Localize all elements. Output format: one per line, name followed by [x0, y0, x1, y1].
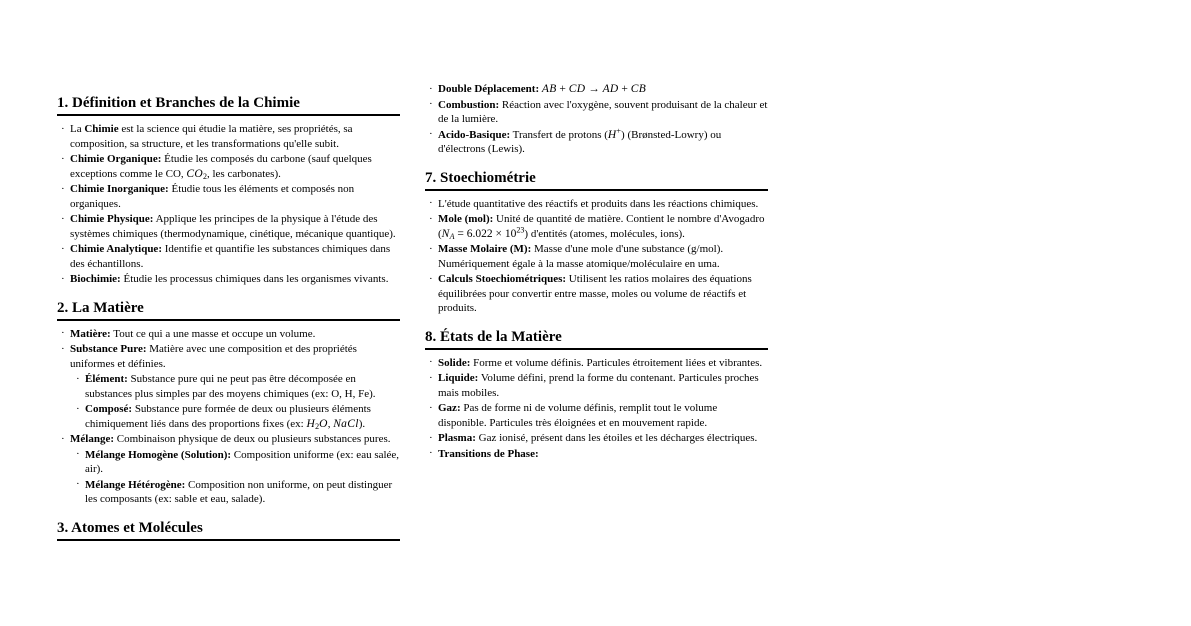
bullet-list [57, 122, 400, 287]
text-run: Pas de forme ni de volume définis, remplit tout le volume disponible. Particules très éloignées et en mouvement rapide. [438, 402, 718, 429]
math-roman-run: + [618, 83, 631, 95]
text-run: Unité de quantité de matière. Contient le nombre d'Avogadro ( [438, 213, 765, 240]
bullet-marker: · [61, 182, 65, 195]
math-italic-run: H [306, 417, 316, 430]
list-item [57, 432, 400, 447]
math-superscript: + [616, 126, 622, 135]
text-run: Substance pure formée de deux ou plusieurs éléments chimiquement liés dans des proportions fixes (ex: [85, 403, 371, 430]
bullet-marker: · [429, 197, 433, 209]
section-heading: 1. Définition et Branches de la Chimie [57, 95, 400, 116]
math-italic-run: N [441, 227, 450, 240]
math-subscript: 2 [202, 171, 207, 181]
bullet-list [425, 197, 768, 316]
bullet-marker: · [429, 447, 433, 459]
text-run: ). [358, 417, 366, 430]
text-run: ) (Brønsted-Lowry) ou d'électrons (Lewis). [438, 128, 722, 155]
bullet-marker: · [429, 212, 433, 225]
text-run: Gaz ionisé, présent dans les étoiles et les décharges électriques. [475, 432, 758, 444]
term-bold: Biochimie: [70, 273, 121, 285]
term-bold: Chimie Organique: [70, 153, 162, 165]
term-bold: Chimie Physique: [70, 213, 154, 225]
bullet-marker: · [61, 242, 65, 255]
bullet-marker: · [61, 122, 65, 135]
term-bold: Chimie [84, 123, 119, 135]
list-item [57, 152, 400, 181]
text-run: ) d'entités (atomes, molécules, ions). [524, 227, 685, 240]
math-roman-run: → [585, 83, 603, 95]
term-bold: Transitions de Phase: [438, 447, 539, 460]
text-run: L'étude quantitative des réactifs et produits dans les réactions chimiques. [438, 197, 759, 210]
term-bold: Calculs Stoechiométriques: [438, 273, 567, 285]
term-bold: Mélange Homogène (Solution): [85, 448, 232, 461]
text-run: Matière avec une composition et des propriétés uniformes et définies. [70, 343, 357, 370]
math-subscript: 2 [315, 421, 320, 431]
section-heading: 2. La Matière [57, 300, 400, 321]
bullet-marker: · [76, 402, 80, 415]
bullet-marker: · [429, 242, 433, 255]
text-run: Composition non uniforme, on peut distinguer les composants (ex: sable et eau, salade). [85, 478, 393, 505]
bullet-marker: · [429, 98, 433, 110]
text-run: Identifie et quantifie les substances chimiques dans des échantillons. [70, 243, 391, 270]
text-run: Étudie les processus chimiques dans les organismes vivants. [120, 273, 389, 285]
term-bold: Plasma: [438, 432, 476, 444]
list-item [425, 356, 768, 371]
list-item [72, 448, 400, 477]
column-left [57, 82, 400, 547]
term-bold: Substance Pure: [70, 343, 147, 355]
text-run: Volume défini, prend la forme du contenant. Particules proches mais mobiles. [438, 372, 759, 399]
list-item [425, 401, 768, 430]
bullet-marker: · [61, 152, 65, 165]
term-bold: Combustion: [438, 98, 500, 111]
text-run: Forme et volume définis. Particules étroitement liées et vibrantes. [470, 356, 763, 369]
term-bold: Matière: [70, 327, 111, 340]
list-item [425, 212, 768, 241]
bullet-marker: · [61, 212, 65, 225]
math-italic-run: CB [630, 83, 647, 95]
list-item [425, 272, 768, 316]
text-run: Substance pure qui ne peut pas être décomposée en substances plus simples par des moyens chimiques (ex: O, H, Fe). [85, 373, 376, 400]
math-subscript: A [449, 231, 455, 241]
term-bold: Gaz: [438, 402, 461, 414]
list-item [72, 372, 400, 401]
term-bold: Acido-Basique: [438, 128, 511, 141]
list-item [425, 431, 768, 446]
bullet-marker: · [76, 448, 80, 460]
list-item [72, 402, 400, 431]
text-run: , les carbonates). [206, 167, 281, 180]
math-italic-run: O [319, 417, 328, 430]
math-italic-run: H [607, 128, 617, 141]
math-superscript: 23 [516, 225, 525, 234]
text-run: Combinaison physique de deux ou plusieurs substances pures. [113, 433, 391, 445]
term-bold: Mole (mol): [438, 213, 494, 225]
term-bold: Solide: [438, 356, 471, 369]
section-heading: 7. Stoechiométrie [425, 170, 768, 191]
text-run: Applique les principes de la physique à l'étude des systèmes chimiques (thermodynamique, cinétique, mécanique quantique). [70, 213, 396, 240]
text-run: Étudie les composés du carbone (sauf quelques exceptions comme le CO, [70, 153, 372, 180]
math-roman-run: + [556, 83, 569, 95]
list-item [425, 197, 768, 212]
bullet-marker: · [429, 431, 433, 444]
bullet-marker: · [429, 401, 433, 414]
column-right [425, 82, 768, 462]
text-run: Utilisent les ratios molaires des équations équilibrées pour convertir entre masse, moles ou volume de réactifs et produits. [438, 273, 752, 314]
bullet-marker: · [429, 82, 433, 95]
bullet-marker: · [429, 356, 433, 368]
term-bold: Masse Molaire (M): [438, 243, 532, 255]
section-heading: 3. Atomes et Molécules [57, 520, 400, 541]
list-item [57, 327, 400, 342]
list-item [57, 242, 400, 271]
list-item [425, 371, 768, 400]
bullet-marker: · [61, 342, 65, 355]
math-italic-run: AB [541, 83, 557, 95]
term-bold: Composé: [85, 403, 133, 415]
bullet-marker: · [76, 478, 80, 490]
term-bold: Mélange Hétérogène: [85, 478, 186, 491]
list-item [425, 128, 768, 157]
term-bold: Chimie Analytique: [70, 243, 162, 255]
list-item [72, 478, 400, 507]
bullet-marker: · [61, 272, 65, 285]
term-bold: Liquide: [438, 372, 479, 384]
bullet-marker: · [61, 432, 65, 445]
bullet-list [57, 327, 400, 507]
text-run: est la science qui étudie la matière, ses propriétés, sa composition, sa structure, et les transformations qu'elle subit. [70, 123, 353, 150]
term-bold: Chimie Inorganique: [70, 183, 169, 195]
list-item [57, 272, 400, 287]
list-item [425, 98, 768, 127]
bullet-marker: · [429, 128, 433, 140]
section-heading: 8. États de la Matière [425, 329, 768, 350]
list-item [57, 342, 400, 371]
term-bold: Double Déplacement: [438, 83, 540, 95]
text-run: Étudie tous les éléments et composés non organiques. [70, 183, 355, 210]
text-run: Masse d'une mole d'une substance (g/mol). Numériquement égale à la masse atomique/moléculaire en uma. [438, 243, 724, 270]
list-item [57, 122, 400, 151]
list-item [57, 182, 400, 211]
math-italic-run: AD [602, 83, 619, 95]
bullet-list [425, 82, 768, 157]
text-run: Réaction avec l'oxygène, souvent produisant de la chaleur et de la lumière. [438, 98, 768, 125]
list-item [57, 212, 400, 241]
text-run: , [327, 417, 334, 430]
math-italic-run: CD [568, 83, 586, 95]
term-bold: Mélange: [70, 433, 114, 445]
bullet-marker: · [76, 372, 80, 385]
math-roman-run: = 6.022 × 10 [454, 227, 517, 240]
text-run: La [70, 123, 85, 135]
text-run: Transfert de protons ( [510, 128, 608, 141]
list-item [425, 242, 768, 271]
list-item [425, 447, 768, 462]
term-bold: Élément: [85, 373, 128, 385]
math-italic-run: CO [186, 167, 203, 180]
bullet-list [425, 356, 768, 462]
math-italic-run: NaCl [333, 417, 359, 430]
list-item [425, 82, 768, 97]
bullet-marker: · [429, 371, 433, 384]
bullet-marker: · [61, 327, 65, 339]
text-run: Tout ce qui a une masse et occupe un volume. [110, 327, 316, 340]
text-run: Composition uniforme (ex: eau salée, air). [85, 448, 400, 475]
bullet-marker: · [429, 272, 433, 285]
